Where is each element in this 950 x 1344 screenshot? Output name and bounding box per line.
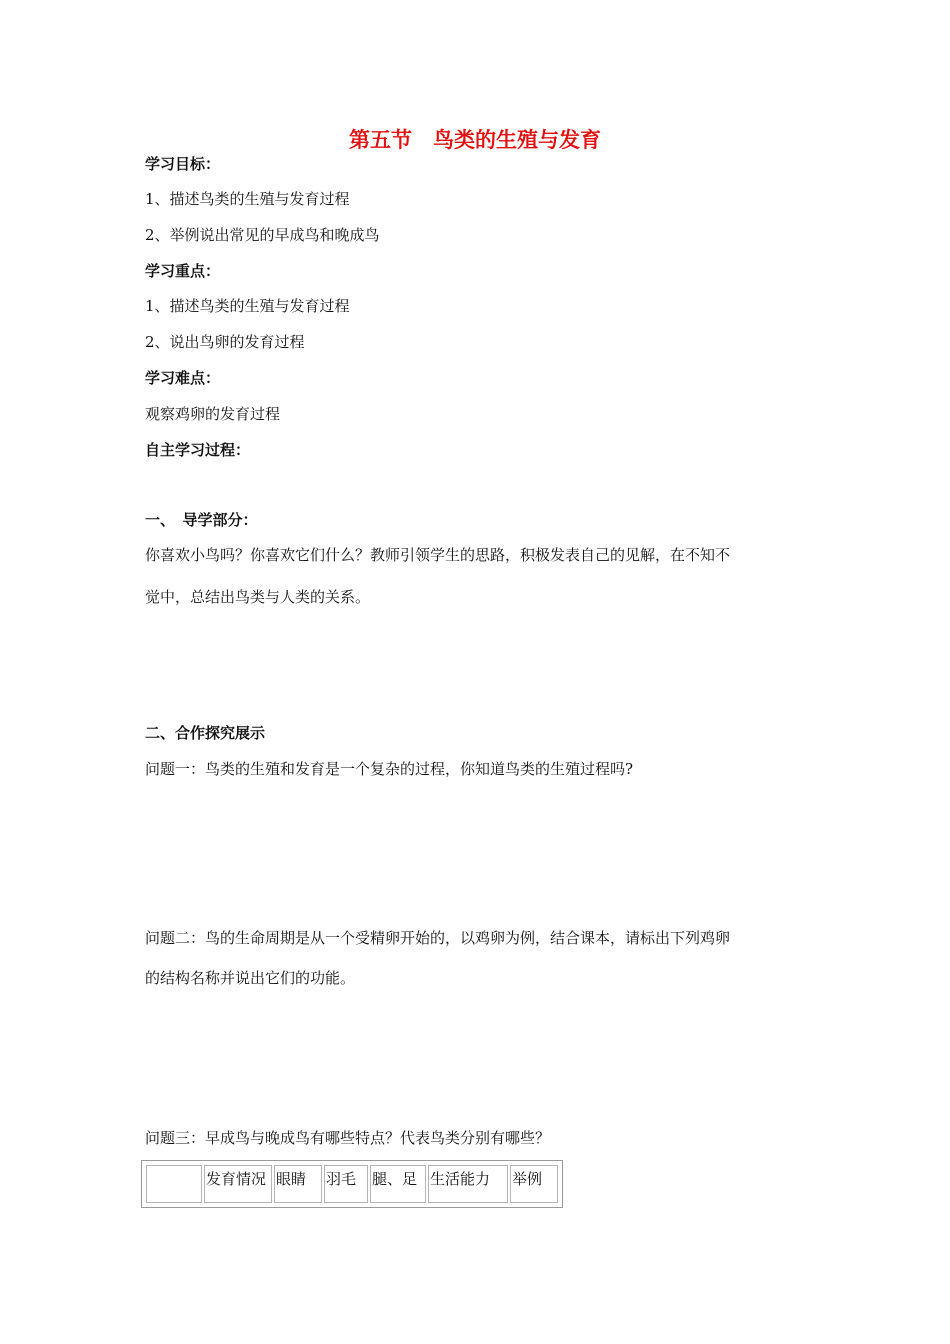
table-header-cell: 眼睛 <box>274 1165 322 1203</box>
table-header-cell <box>146 1165 202 1203</box>
table-header-cell: 生活能力 <box>428 1165 508 1203</box>
question-2-line-2: 的结构名称并说出它们的功能。 <box>145 969 356 987</box>
table-header-cell: 举例 <box>510 1165 558 1203</box>
section1-line-1: 你喜欢小鸟吗？你喜欢它们什么？教师引领学生的思路，积极发表自己的见解，在不知不 <box>145 546 731 564</box>
question-1: 问题一：鸟类的生殖和发育是一个复杂的过程，你知道鸟类的生殖过程吗? <box>145 760 634 778</box>
table-header-cell: 羽毛 <box>324 1165 368 1203</box>
table-header-row <box>146 1165 558 1203</box>
question-3: 问题三：早成鸟与晚成鸟有哪些特点？代表鸟类分别有哪些？ <box>145 1129 551 1147</box>
goal-item-2: 2、举例说出常见的早成鸟和晚成鸟 <box>145 226 380 244</box>
goals-heading: 学习目标： <box>145 155 221 173</box>
section1-line-2: 觉中，总结出鸟类与人类的关系。 <box>145 588 371 606</box>
comparison-table <box>141 1160 563 1208</box>
key-point-item-1: 1、描述鸟类的生殖与发育过程 <box>145 297 350 315</box>
goal-item-1: 1、描述鸟类的生殖与发育过程 <box>145 190 350 208</box>
table-header-cell: 腿、足 <box>370 1165 426 1203</box>
table-header-cell: 发育情况 <box>204 1165 272 1203</box>
section2-heading: 二、合作探究展示 <box>145 724 266 742</box>
process-heading: 自主学习过程： <box>145 441 251 459</box>
key-point-item-2: 2、说出鸟卵的发育过程 <box>145 333 305 351</box>
page-title: 第五节 鸟类的生殖与发育 <box>349 128 601 152</box>
question-2-line-1: 问题二：鸟的生命周期是从一个受精卵开始的，以鸡卵为例，结合课本，请标出下列鸡卵 <box>145 929 731 947</box>
key-points-heading: 学习重点： <box>145 262 221 280</box>
section1-heading: 一、 导学部分： <box>145 511 258 529</box>
difficulties-heading: 学习难点： <box>145 369 221 387</box>
difficulty-item-1: 观察鸡卵的发育过程 <box>145 405 281 423</box>
